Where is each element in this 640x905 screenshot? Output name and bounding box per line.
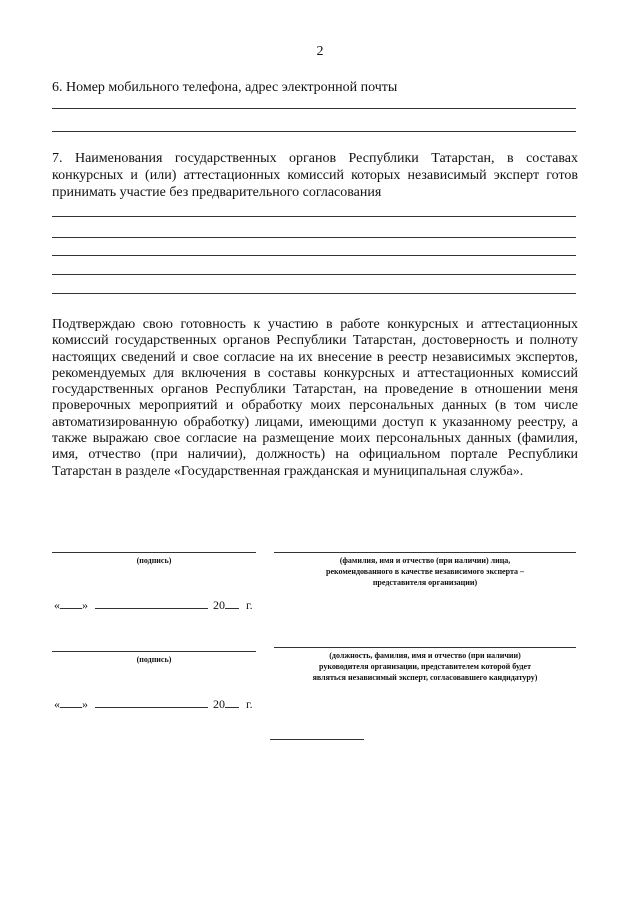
date-open-quote: « [54,697,60,711]
answer-line[interactable] [52,216,576,217]
answer-line[interactable] [52,274,576,275]
manager-caption-line-1: (должность, фамилия, имя и отчество (при наличии) [329,651,521,660]
year-blank[interactable] [225,697,239,708]
month-blank[interactable] [95,697,208,708]
date-close-quote: » [82,598,88,612]
full-name-caption-line-3: представителя организации) [372,578,478,587]
month-blank[interactable] [95,598,208,609]
year-suffix: г. [246,697,253,711]
answer-line[interactable] [52,293,576,294]
answer-line[interactable] [52,237,576,238]
date-field [54,598,253,613]
year-prefix: 20 [213,598,225,612]
answer-line[interactable] [52,131,576,132]
signature-caption: (подпись) [136,655,172,664]
consent-paragraph: Подтверждаю свою готовность к участию в работе конкурсных и аттестационных комиссий государственных органов Республики Татарстан, достоверность и полноту настоящих сведений и свое согласие на их внесение в реестр независимых экспертов, рекомендуемых для включения в составы конкурсных и аттестационных комиссий государственных органов Республики Татарстан, на проведение в отношении меня проверочных мероприятий и обработку моих персональных данных (в том числе автоматизированную обработку) лицами, имеющими доступ к указанному реестру, а также выражаю свое согласие на размещение моих персональных данных (фамилия, имя, отчество (при наличии), должность) на официальном портале Республики Татарстан в разделе «Государственная гражданская и муниципальная служба». [52,317,578,479]
day-blank[interactable] [60,598,82,609]
answer-line[interactable] [52,108,576,109]
year-suffix: г. [246,598,253,612]
question-6-label: 6. Номер мобильного телефона, адрес электронной почты [52,80,398,95]
day-blank[interactable] [60,697,82,708]
full-name-caption-line-2: рекомендованного в качестве независимого эксперта – [326,567,524,576]
question-7-label: 7. Наименования государственных органов Республики Татарстан, в составах конкурсных и (или) аттестационных комиссий которых независимый эксперт готов принимать участие без предварительного согласования [52,151,578,200]
signature-caption: (подпись) [136,556,172,565]
date-field [54,697,253,712]
signature-line[interactable] [52,651,256,652]
end-separator [270,739,364,740]
year-blank[interactable] [225,598,239,609]
year-prefix: 20 [213,697,225,711]
date-open-quote: « [54,598,60,612]
signature-line[interactable] [52,552,256,553]
full-name-caption-line-1: (фамилия, имя и отчество (при наличии) лица, [339,556,511,565]
page-number: 2 [316,44,324,59]
answer-line[interactable] [52,255,576,256]
manager-name-line[interactable] [274,647,576,648]
full-name-line[interactable] [274,552,576,553]
manager-caption-line-3: являться независимый эксперт, согласовавшего кандидатуру) [312,673,538,682]
manager-caption-line-2: руководителя организации, представителем которой будет [318,662,531,671]
date-close-quote: » [82,697,88,711]
